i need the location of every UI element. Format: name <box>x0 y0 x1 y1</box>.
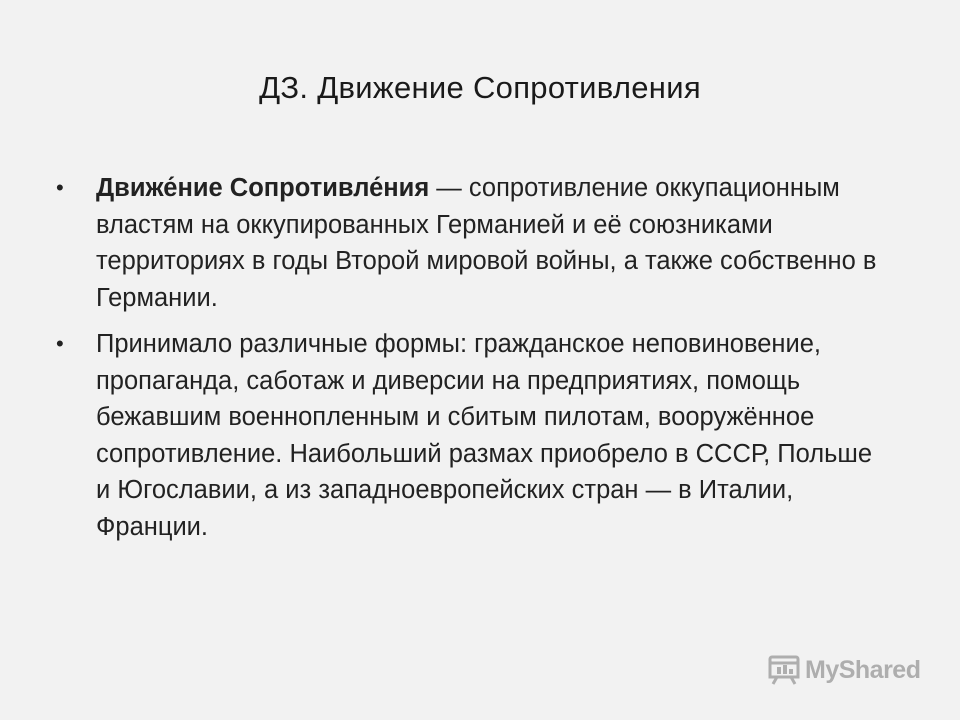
bullet-text: Принимало различные формы: гражданское неповиновение, пропаганда, саботаж и диверсии на предприятиях, помощь бежавшим военнопленным и сбитым пилотам, вооружённое сопротивление. Наибольший размах приобрело в СССР, Польше и Югославии, а из западноевропейских стран — в Италии, Франции. <box>96 330 872 541</box>
presentation-board-icon <box>767 655 801 685</box>
watermark <box>767 655 920 685</box>
slide-title: ДЗ. Движение Сопротивления <box>259 70 701 105</box>
bullet-item-1 <box>52 170 892 316</box>
slide-content <box>52 170 892 555</box>
bullet-text: — сопротивление оккупационным властям на оккупированных Германией и её союзниками территориях в годы Второй мировой войны, а также собственно в Германии. <box>96 174 877 312</box>
watermark-text: MyShared <box>805 655 921 684</box>
bullet-item-2 <box>52 326 892 545</box>
bullet-dot: • <box>56 331 64 356</box>
bullet-dot: • <box>56 175 64 200</box>
bullet-term: Движе́ние Сопротивле́ния <box>96 174 430 202</box>
